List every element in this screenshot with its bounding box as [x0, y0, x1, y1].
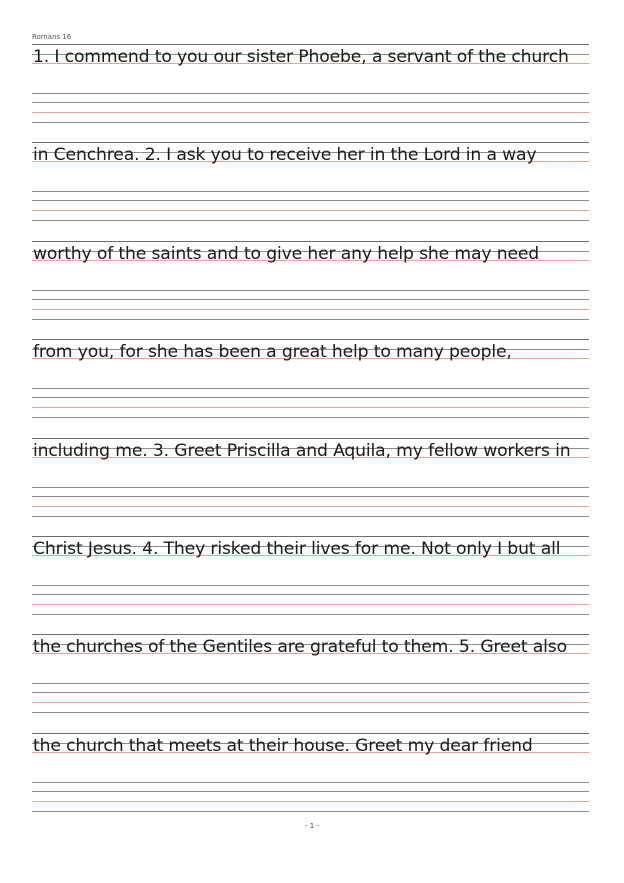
red-guide-line	[32, 604, 589, 605]
guide-line	[32, 299, 589, 300]
guide-line	[32, 733, 589, 734]
writing-block	[32, 241, 589, 329]
writing-block	[32, 438, 589, 526]
red-guide-line	[32, 506, 589, 507]
writing-block	[32, 733, 589, 821]
guide-line	[32, 712, 589, 713]
guide-line	[32, 594, 589, 595]
verse-text-line: 1. I commend to you our sister Phoebe, a servant of the church	[33, 47, 569, 67]
writing-block	[32, 634, 589, 722]
guide-line	[32, 200, 589, 201]
page-title: Romans 16	[32, 33, 72, 41]
guide-line	[32, 692, 589, 693]
guide-line	[32, 241, 589, 242]
red-guide-line	[32, 309, 589, 310]
writing-block	[32, 44, 589, 132]
verse-text-line: from you, for she has been a great help to many people,	[33, 342, 512, 363]
red-guide-line	[32, 801, 589, 802]
guide-line	[32, 487, 589, 488]
guide-line	[32, 388, 589, 389]
red-guide-line	[32, 210, 589, 211]
guide-line	[32, 496, 589, 497]
guide-line	[32, 585, 589, 586]
red-guide-line	[32, 702, 589, 703]
guide-line	[32, 516, 589, 517]
verse-text-line: the churches of the Gentiles are grateful to them. 5. Greet also	[33, 637, 567, 658]
verse-text-line: Christ Jesus. 4. They risked their lives for me. Not only I but all	[33, 539, 561, 559]
guide-line	[32, 438, 589, 439]
guide-line	[32, 536, 589, 537]
page-number: - 1 -	[305, 822, 319, 830]
guide-line	[32, 339, 589, 340]
verse-text-line: in Cenchrea. 2. I ask you to receive her in the Lord in a way	[33, 145, 537, 166]
guide-line	[32, 683, 589, 684]
guide-line	[32, 220, 589, 221]
guide-line	[32, 102, 589, 103]
writing-block	[32, 142, 589, 230]
guide-line	[32, 811, 589, 812]
guide-line	[32, 290, 589, 291]
verse-text-line: the church that meets at their house. Greet my dear friend	[33, 735, 533, 756]
red-guide-line	[32, 407, 589, 408]
guide-line	[32, 791, 589, 792]
red-guide-line	[32, 112, 589, 113]
guide-line	[32, 634, 589, 635]
guide-line	[32, 191, 589, 192]
verse-text-line: including me. 3. Greet Priscilla and Aquila, my fellow workers in	[33, 440, 571, 461]
verse-text-line: worthy of the saints and to give her any help she may need	[33, 243, 540, 264]
guide-line	[32, 319, 589, 320]
guide-line	[32, 142, 589, 143]
guide-line	[32, 782, 589, 783]
guide-line	[32, 93, 589, 94]
guide-line	[32, 44, 589, 45]
guide-line	[32, 397, 589, 398]
writing-block	[32, 536, 589, 624]
writing-block	[32, 339, 589, 427]
guide-line	[32, 122, 589, 123]
guide-line	[32, 417, 589, 418]
guide-line	[32, 614, 589, 615]
